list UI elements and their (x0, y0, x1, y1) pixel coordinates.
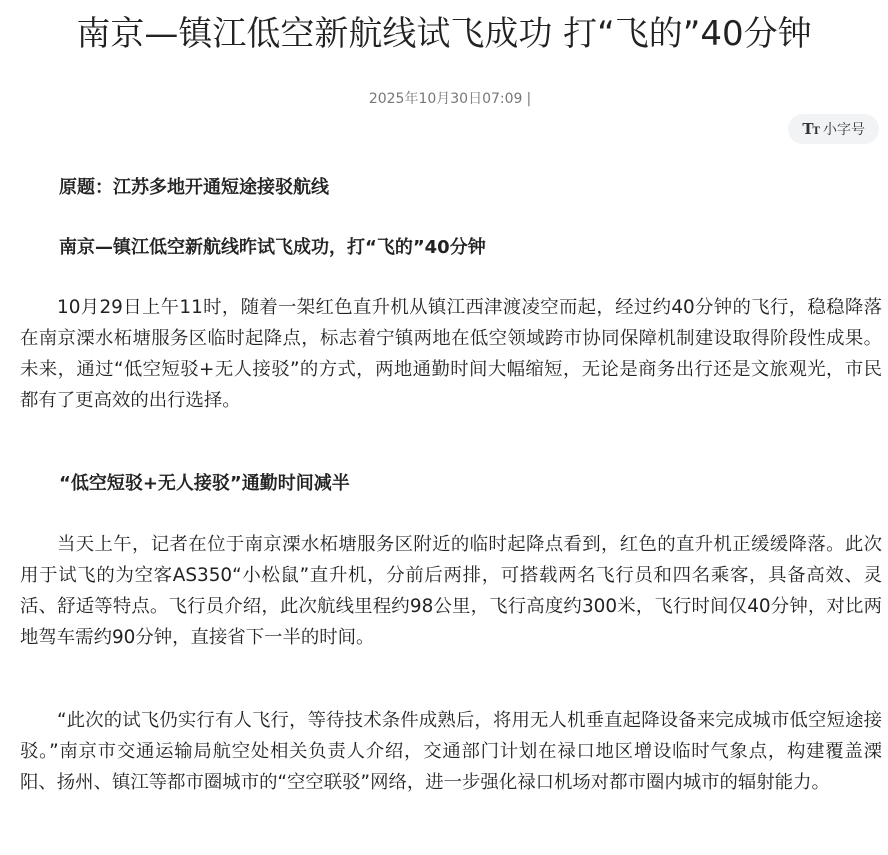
headline-subhead: 南京—镇江低空新航线昨试飞成功，打“飞的”40分钟 (59, 237, 486, 258)
meta-separator: | (526, 91, 532, 107)
font-size-toggle-label: 小字号 (823, 122, 865, 138)
paragraph-1: 10月29日上午11时，随着一架红色直升机从镇江西津渡凌空而起，经过约40分钟的飞行，稳稳降落在南京溧水柘塘服务区临时起降点，标志着宁镇两地在低空领域跨市协同保障机制建设取得阶段性成果。未来，通过“低空短驳+无人接驳”的方式，两地通勤时间大幅缩短，无论是商务出行还是文旅观光，市民都有了更高效的出行选择。 (20, 297, 882, 411)
font-size-toggle-button[interactable] (788, 114, 879, 144)
article-meta (0, 89, 888, 109)
paragraph-3: “此次的试飞仍实行有人飞行，等待技术条件成熟后，将用无人机垂直起降设备来完成城市低空短途接驳。”南京市交通运输局航空处相关负责人介绍，交通部门计划在禄口地区增设临时气象点，构建覆盖溧阳、扬州、镇江等都市圈城市的“空空联驳”网络，进一步强化禄口机场对都市圈内城市的辐射能力。 (20, 710, 882, 793)
paragraph-2: 当天上午，记者在位于南京溧水柘塘服务区附近的临时起降点看到，红色的直升机正缓缓降落。此次用于试飞的为空客AS350“小松鼠”直升机，分前后两排，可搭载两名飞行员和四名乘客，具备高效、灵活、舒适等特点。飞行员介绍，此次航线里程约98公里，飞行高度约300米，飞行时间仅40分钟，对比两地驾车需约90分钟，直接省下一半的时间。 (20, 534, 882, 648)
original-title-subhead: 原题：江苏多地开通短途接驳航线 (59, 177, 329, 198)
section-subhead: “低空短驳+无人接驳”通勤时间减半 (59, 473, 350, 494)
article-title: 南京—镇江低空新航线试飞成功 打“飞的”40分钟 (76, 14, 812, 54)
publish-datetime: 2025年10月30日07:09 (368, 91, 523, 107)
text-size-icon: TT (802, 120, 819, 138)
